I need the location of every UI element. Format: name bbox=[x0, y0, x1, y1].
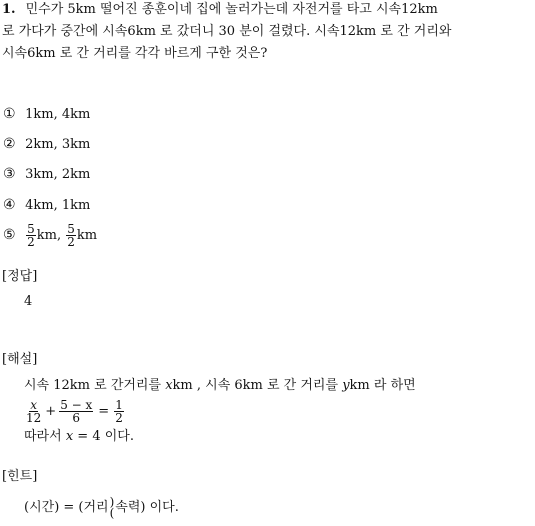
explanation-text: km 라 하면 bbox=[349, 378, 416, 393]
explanation-line-3 bbox=[24, 428, 134, 446]
fraction bbox=[59, 399, 93, 424]
fraction-denominator: 2 bbox=[27, 235, 35, 249]
paren-top: ) bbox=[109, 495, 115, 509]
plus-sign: + bbox=[45, 403, 57, 419]
equals-sign: = bbox=[98, 403, 110, 419]
hint-label: [힌트] bbox=[2, 469, 38, 484]
fraction-numerator: 5 bbox=[67, 222, 75, 236]
fraction bbox=[26, 223, 36, 248]
answer-label: [정답] bbox=[2, 269, 38, 284]
question-number: 1. bbox=[2, 2, 16, 17]
hint-formula bbox=[24, 494, 179, 522]
choice-text: 4km, 1km bbox=[25, 198, 91, 213]
answer-value: 4 bbox=[24, 294, 33, 309]
fraction-numerator: 5 bbox=[27, 222, 35, 236]
explanation-text: = 4 이다. bbox=[73, 429, 134, 444]
fraction-numerator: 5 − x bbox=[60, 397, 93, 412]
paren-bottom: ( bbox=[109, 506, 115, 520]
hint-text: (시간) = (거리 bbox=[24, 500, 109, 515]
unit-text: km bbox=[76, 228, 98, 243]
question-line-2: 로 가다가 중간에 시속6km 로 갔더니 30 분이 걸렸다. 시속12km 로 간 거리와 bbox=[2, 24, 452, 39]
choice-marker: ⑤ bbox=[3, 227, 16, 243]
fraction-denominator: 6 bbox=[72, 410, 81, 425]
choice-text: 1km, 4km bbox=[25, 107, 91, 122]
fraction-denominator: 2 bbox=[67, 235, 75, 249]
explanation-text: 시속 12km 로 간거리를 bbox=[24, 378, 166, 393]
explanation-text: km , 시속 6km 로 간 거리를 bbox=[172, 378, 343, 393]
choice-4[interactable] bbox=[3, 195, 90, 215]
hint-text: 속력) 이다. bbox=[115, 500, 179, 515]
fraction-numerator: 1 bbox=[115, 397, 123, 412]
fraction-denominator: 2 bbox=[115, 410, 123, 425]
explanation-line-1 bbox=[24, 377, 416, 395]
question-text-1: 민수가 5km 떨어진 종훈이네 집에 놀러가는데 자전거를 타고 시속12km bbox=[25, 2, 438, 17]
choice-5[interactable] bbox=[3, 218, 97, 252]
choice-3[interactable] bbox=[3, 164, 90, 184]
explanation-text: 따라서 bbox=[24, 429, 66, 444]
fraction bbox=[25, 399, 42, 424]
stacked-parentheses bbox=[110, 497, 115, 519]
explanation-equation bbox=[24, 395, 125, 427]
choice-text: 3km, 2km bbox=[25, 167, 91, 182]
fraction bbox=[114, 399, 124, 424]
fraction-numerator: x bbox=[30, 397, 38, 412]
choice-marker: ① bbox=[3, 106, 16, 122]
variable-y: y bbox=[342, 378, 350, 393]
choice-marker: ③ bbox=[3, 166, 16, 182]
unit-text: km, bbox=[36, 228, 62, 243]
explanation-label: [해설] bbox=[2, 352, 38, 367]
choice-marker: ④ bbox=[3, 197, 16, 213]
choice-text: 2km, 3km bbox=[25, 137, 91, 152]
choice-marker: ② bbox=[3, 136, 16, 152]
choice-2[interactable] bbox=[3, 134, 90, 154]
choice-1[interactable] bbox=[3, 104, 90, 124]
question-line-3: 시속6km 로 간 거리를 각각 바르게 구한 것은? bbox=[2, 46, 268, 61]
variable-x: x bbox=[165, 378, 173, 393]
fraction bbox=[66, 223, 76, 248]
question-line-1 bbox=[2, 0, 438, 20]
variable-x: x bbox=[65, 429, 74, 444]
fraction-denominator: 12 bbox=[26, 410, 42, 425]
